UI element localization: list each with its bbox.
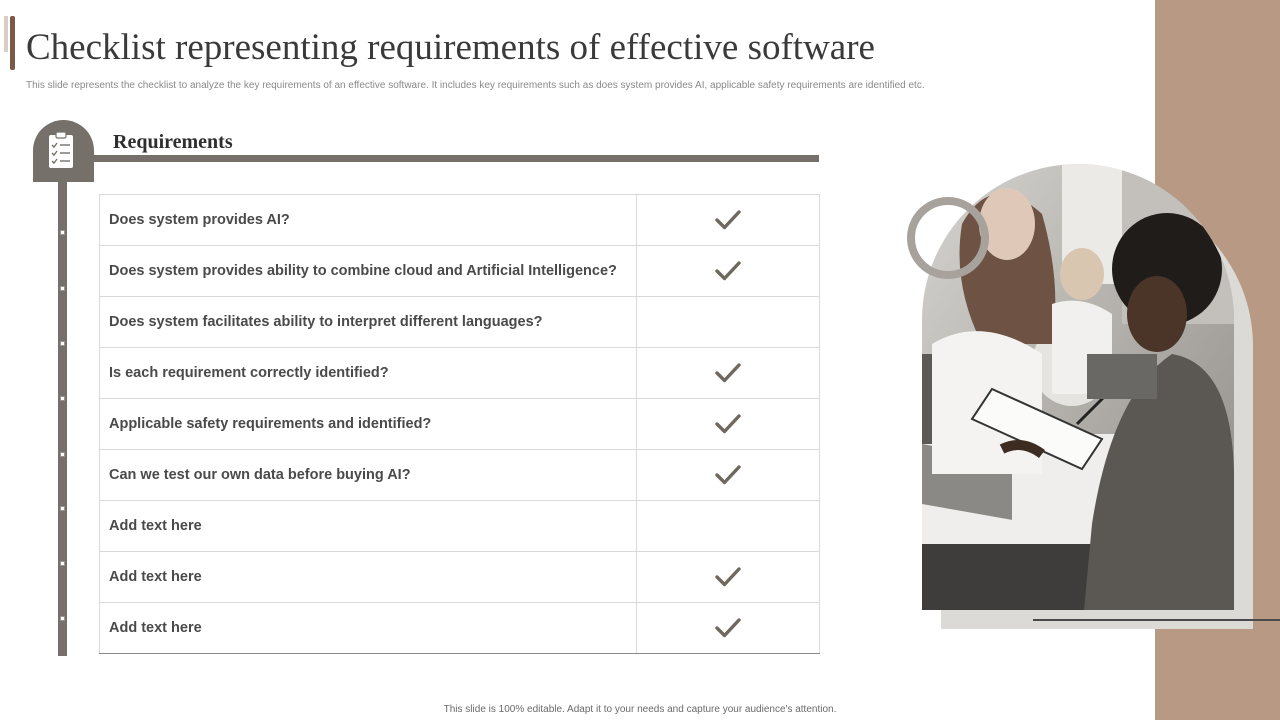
timeline-dot [60,286,65,291]
requirement-text: Is each requirement correctly identified? [100,348,637,399]
requirement-text: Does system facilitates ability to interpret different languages? [100,297,637,348]
checkmark-icon [715,362,741,384]
requirement-text: Add text here [100,552,637,603]
title-accent-bar [10,16,15,70]
clipboard-checklist-icon [48,131,74,169]
check-cell [637,501,820,552]
check-cell [637,399,820,450]
timeline-dot [60,561,65,566]
timeline-dot [60,341,65,346]
requirement-text: Applicable safety requirements and identified? [100,399,637,450]
timeline-dot [60,396,65,401]
requirements-table [99,194,820,654]
timeline-dot [60,506,65,511]
checklist-row [100,399,820,450]
requirement-text: Add text here [100,603,637,654]
requirement-text: Add text here [100,501,637,552]
check-cell [637,450,820,501]
checkmark-icon [715,209,741,231]
check-cell [637,603,820,654]
checkmark-icon [715,260,741,282]
title-accent-light [4,16,8,52]
checklist-row [100,195,820,246]
checklist-row [100,246,820,297]
timeline-dot [60,616,65,621]
check-cell [637,195,820,246]
slide-title: Checklist representing requirements of effective software [26,27,875,68]
checklist-row [100,552,820,603]
checklist-row [100,348,820,399]
check-cell [637,348,820,399]
requirement-text: Can we test our own data before buying AI? [100,450,637,501]
checklist-row [100,450,820,501]
checklist-row [100,297,820,348]
check-cell [637,246,820,297]
heading-underline-bar [94,155,819,162]
requirement-text: Does system provides AI? [100,195,637,246]
checkmark-icon [715,464,741,486]
timeline-bar [58,182,67,656]
checkmark-icon [715,413,741,435]
requirements-heading: Requirements [113,131,233,153]
requirement-text: Does system provides ability to combine cloud and Artificial Intelligence? [100,246,637,297]
timeline-dot [60,452,65,457]
checklist-row [100,501,820,552]
checkmark-icon [715,617,741,639]
timeline-dot [60,230,65,235]
checklist-row [100,603,820,654]
decorative-line [1033,619,1280,621]
check-cell [637,552,820,603]
check-cell [637,297,820,348]
decorative-ring [907,197,989,279]
checkmark-icon [715,566,741,588]
footer-note: This slide is 100% editable. Adapt it to your needs and capture your audience's attention. [443,704,837,715]
slide-subtitle: This slide represents the checklist to analyze the key requirements of an effective software. It includes key requirements such as does system provides AI, applicable safety requirements are identified etc. [26,80,925,91]
